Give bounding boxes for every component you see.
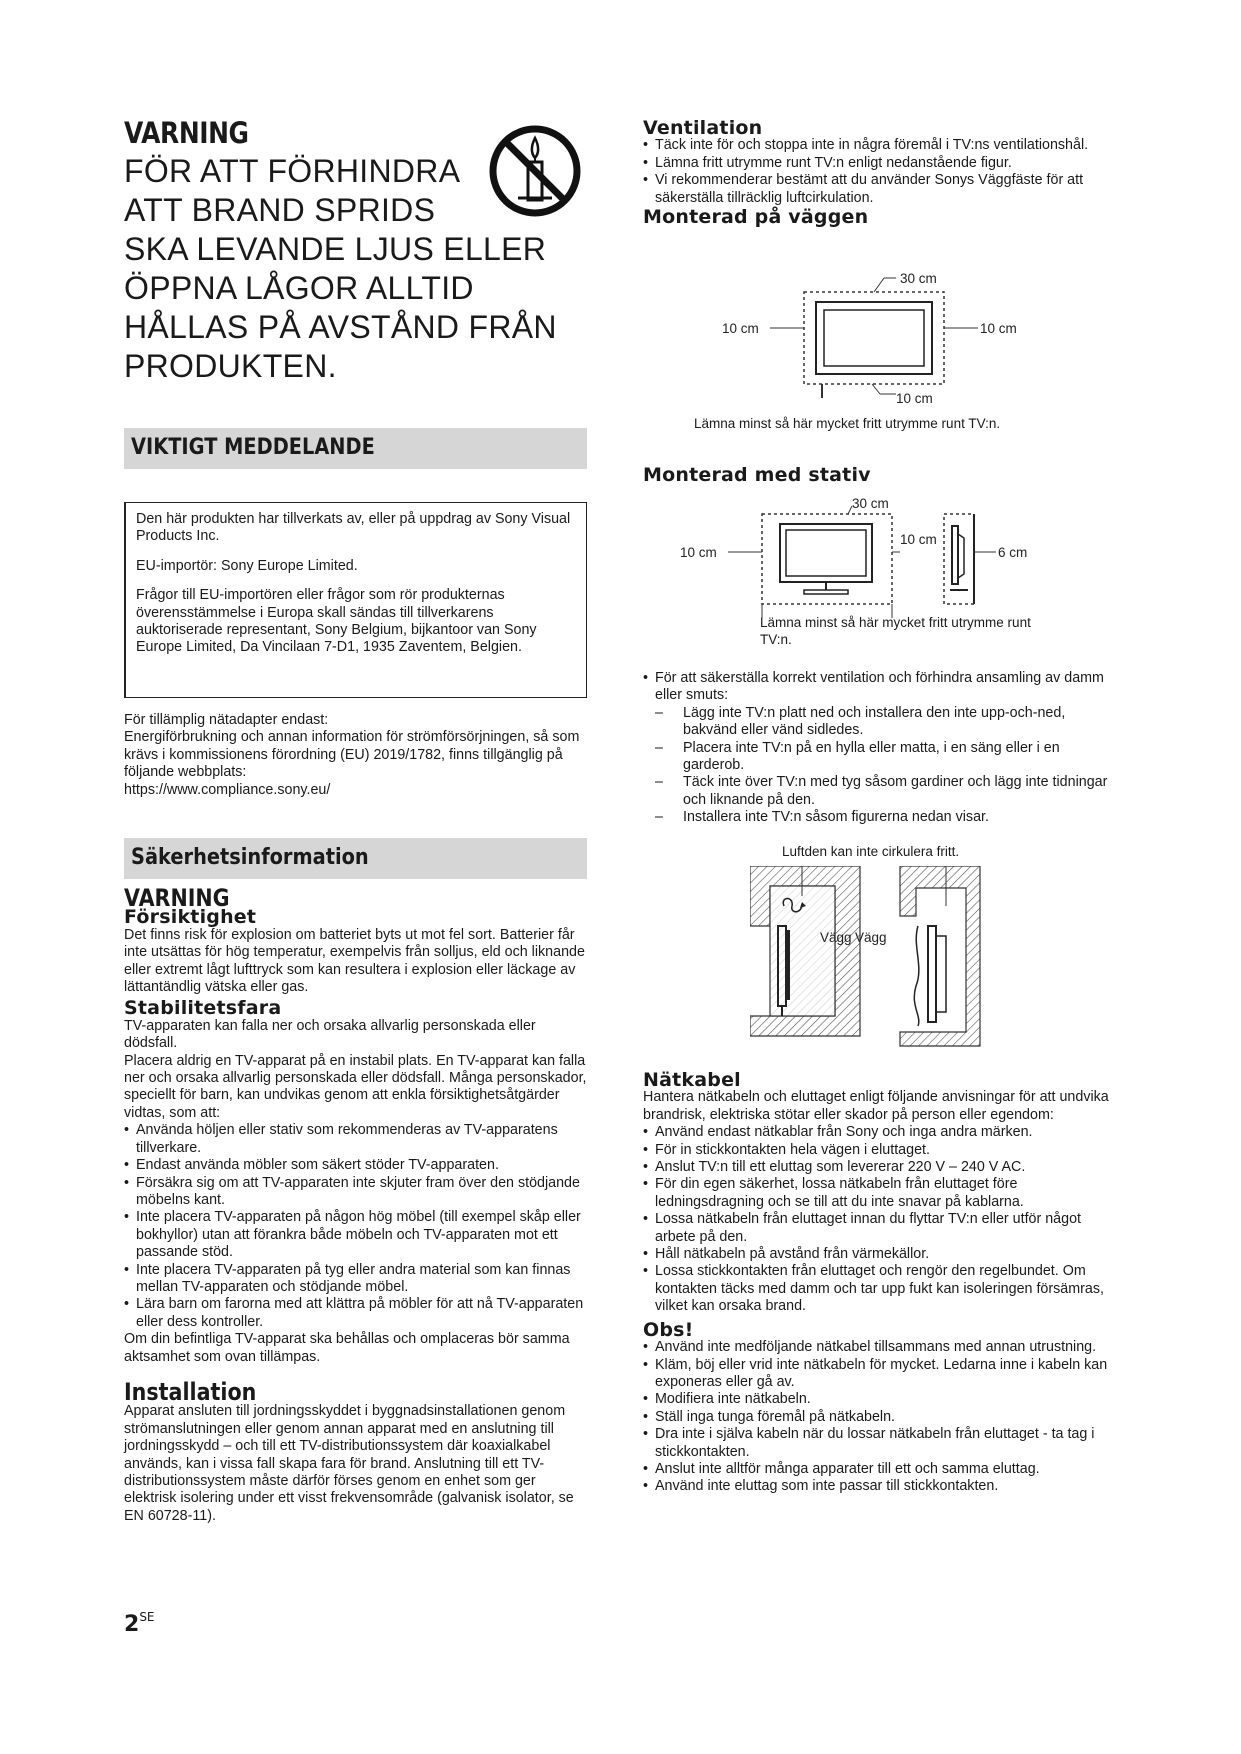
tv-outline xyxy=(816,302,932,374)
list-item: • Lämna fritt utrymme runt TV:n enligt nedanstående figur. xyxy=(643,155,1123,172)
wall-top-label: 30 cm xyxy=(900,271,937,286)
list-item: • Anslut inte alltför många apparater till ett och samma eluttag. xyxy=(643,1461,1123,1478)
stand-right-label: 10 cm xyxy=(900,532,937,547)
stand-mount-caption xyxy=(760,614,1031,648)
stand-mount-diagram xyxy=(680,494,1080,619)
stability-p3: Om din befintliga TV-apparat ska behållas och omplaceras bör samma aktsamhet som ovan tillämpas. xyxy=(124,1331,570,1365)
notice-manufacturer: Den här produkten har tillverkats av, eller på uppdrag av Sony Visual Products Inc. xyxy=(136,511,571,545)
caution-title: Försiktighet xyxy=(124,906,257,929)
stand-mount-title-wrap xyxy=(643,464,1123,486)
ventilation-section xyxy=(643,117,1123,229)
notice-heading: VIKTIGT MEDDELANDE xyxy=(131,435,375,460)
no-open-flame-icon xyxy=(488,124,582,218)
page-number xyxy=(124,1612,155,1637)
list-item: • Endast använda möbler som säkert stöder TV-apparaten. xyxy=(124,1157,587,1174)
list-item: • Inte placera TV-apparaten på någon hög möbel (till exempel skåp eller bokhyllor) utan att förankra både möbeln och TV-apparaten mot ett passande stöd. xyxy=(124,1209,587,1261)
stability-list xyxy=(124,1122,587,1331)
list-item: • Täck inte för och stoppa inte in några föremål i TV:ns ventilationshål. xyxy=(643,137,1123,154)
list-item: • Lossa nätkabeln från eluttaget innan du flyttar TV:n eller utför något arbete på den. xyxy=(643,1211,1123,1246)
installation-title: Installation xyxy=(124,1377,257,1406)
safety-heading-bar xyxy=(124,838,587,879)
list-item: • För din egen säkerhet, lossa nätkabeln från eluttaget före ledningsdragning och se till att du inte snavar på kablarna. xyxy=(643,1176,1123,1211)
list-item: • Använd endast nätkablar från Sony och inga andra märken. xyxy=(643,1124,1123,1141)
airflow-sublist xyxy=(643,705,1123,827)
wall-mount-caption: Lämna minst så här mycket fritt utrymme runt TV:n. xyxy=(694,416,1001,431)
adapter-intro: För tillämplig nätadapter endast: xyxy=(124,712,329,728)
airflow-section xyxy=(643,670,1123,827)
installation-text: Apparat ansluten till jordningsskyddet i byggnadsinstallationen genom strömanslutningen eller genom annan apparat med en anslutning till jordningsskydd – och till ett TV-distributionssystem där koaxialkabel används, kan i vissa fall skapa fara för brand. Anslutning till ett TV-distributionssystem måste därför förses genom en enhet som ger elektrisk isolering under ett visst frekvensområde (galvanisk isolator, se EN 60728-11). xyxy=(124,1403,574,1524)
adapter-text: Energiförbrukning och annan information för strömförsörjningen, så som krävs i kommissionens förordning (EU) 2019/1782, finns tillgänglig på följande webbplats: xyxy=(124,729,580,781)
ventilation-title: Ventilation xyxy=(643,117,763,139)
stand-left-label: 10 cm xyxy=(680,545,717,560)
safety-section xyxy=(124,884,587,1525)
list-item: • Använd inte eluttag som inte passar till stickkontakten. xyxy=(643,1478,1123,1495)
airflow-intro: För att säkerställa korrekt ventilation och förhindra ansamling av damm eller smuts: xyxy=(655,670,1104,704)
list-item: – Täck inte över TV:n med tyg såsom gardiner och lägg inte tidningar och liknande på den. xyxy=(643,774,1123,809)
safety-warning-title: VARNING xyxy=(124,884,230,912)
air-circulation-diagram xyxy=(750,866,1000,1066)
list-item: • Vi rekommenderar bestämt att du använder Sonys Väggfäste för att säkerställa tillräcklig luftcirkulation. xyxy=(643,172,1123,207)
air-caption: Luftden kan inte cirkulera fritt. xyxy=(782,844,960,859)
warning-line: ÖPPNA LÅGOR ALLTID xyxy=(124,270,474,306)
wall-right-label: 10 cm xyxy=(980,321,1017,336)
notice-heading-bar xyxy=(124,428,587,469)
obs-title: Obs! xyxy=(643,1318,694,1341)
list-item: • Kläm, böj eller vrid inte nätkabeln för mycket. Ledarna inne i kabeln kan exponeras eller gå av. xyxy=(643,1357,1123,1392)
compliance-link[interactable]: https://www.compliance.sony.eu/ xyxy=(124,781,331,798)
caution-text: Det finns risk för explosion om batteriet byts ut mot fel sort. Batterier får inte utsättas för hög temperatur, exempelvis från solljus, eld och liknande eller extremt lågt lufttryck som kan resultera i explosion eller läckage av lättantändlig vätska eller gas. xyxy=(124,926,585,996)
ventilation-list xyxy=(643,137,1123,207)
list-item: • Använda höljen eller stativ som rekommenderas av TV-apparatens tillverkare. xyxy=(124,1122,587,1157)
stand-back-label: 6 cm xyxy=(998,545,1028,560)
wall-bottom-label: 10 cm xyxy=(896,391,933,406)
list-item: – Installera inte TV:n såsom figurerna nedan visar. xyxy=(643,809,1123,826)
list-item: • Inte placera TV-apparaten på tyg eller andra material som kan finnas mellan TV-apparaten och stödjande möbel. xyxy=(124,1262,587,1297)
wall-label-a: Vägg xyxy=(820,930,852,945)
warning-line: HÅLLAS PÅ AVSTÅND FRÅN xyxy=(124,309,557,345)
page-number-value: 2 xyxy=(124,1612,140,1637)
notice-importer: EU-importör: Sony Europe Limited. xyxy=(136,557,358,574)
stand-mount-title: Monterad med stativ xyxy=(643,464,871,486)
list-item: • Försäkra sig om att TV-apparaten inte skjuter fram över den stödjande möbelns kant. xyxy=(124,1175,587,1210)
list-item: – Placera inte TV:n på en hylla eller matta, i en säng eller i en garderob. xyxy=(643,740,1123,775)
warning-line: FÖR ATT FÖRHINDRA xyxy=(124,153,461,189)
wall-label-b: Vägg xyxy=(855,930,887,945)
page-lang: SE xyxy=(139,1610,155,1624)
adapter-notice xyxy=(124,712,587,799)
list-item: • För in stickkontakten hela vägen i eluttaget. xyxy=(643,1142,1123,1159)
list-item: – Lägg inte TV:n platt ned och installera den inte upp-och-ned, bakvänd eller vänd sidledes. xyxy=(643,705,1123,740)
list-item: • Anslut TV:n till ett eluttag som levererar 220 V – 240 V AC. xyxy=(643,1159,1123,1176)
list-item: • Modifiera inte nätkabeln. xyxy=(643,1391,1123,1408)
wall-mount-diagram xyxy=(700,266,1080,406)
tv-outline xyxy=(780,524,872,582)
stand-caption-line: Lämna minst så här mycket fritt utrymme runt xyxy=(760,615,1031,630)
stability-p1: TV-apparaten kan falla ner och orsaka allvarlig personskada eller dödsfall. xyxy=(124,1017,536,1052)
list-item xyxy=(643,670,1123,827)
safety-heading: Säkerhetsinformation xyxy=(131,845,369,870)
list-item: • Håll nätkabeln på avstånd från värmekällor. xyxy=(643,1246,1123,1263)
notice-box xyxy=(124,502,587,698)
list-item: • Använd inte medföljande nätkabel tillsammans med annan utrustning. xyxy=(643,1339,1123,1356)
stand-top-label: 30 cm xyxy=(852,496,889,511)
stand-caption-line: TV:n. xyxy=(760,632,792,647)
power-cord-title: Nätkabel xyxy=(643,1069,741,1091)
warning-line: PRODUKTEN. xyxy=(124,348,337,384)
warning-title: VARNING xyxy=(124,116,249,150)
power-cord-list xyxy=(643,1124,1123,1315)
list-item: • Lossa stickkontakten från eluttaget och rengör den regelbundet. Om kontakten täcks med damm och tar upp fukt kan isoleringen försämras, vilket kan orsaka brand. xyxy=(643,1263,1123,1315)
stability-p2: Placera aldrig en TV-apparat på en instabil plats. En TV-apparat kan falla ner och orsaka allvarlig personskada eller dödsfall. Många personskador, speciellt för barn, kan undvikas genom att enkla försiktighetsåtgärder vidtas, som att: xyxy=(124,1052,587,1121)
wall-mount-title: Monterad på väggen xyxy=(643,206,869,229)
warning-line: SKA LEVANDE LJUS ELLER xyxy=(124,231,547,267)
list-item: • Dra inte i själva kabeln när du lossar nätkabeln från eluttaget - ta tag i stickkontakten. xyxy=(643,1426,1123,1461)
obs-list xyxy=(643,1339,1123,1496)
power-cord-section xyxy=(643,1069,1123,1496)
warning-line: ATT BRAND SPRIDS xyxy=(124,192,436,228)
wall-left-label: 10 cm xyxy=(722,321,759,336)
stability-title: Stabilitetsfara xyxy=(124,997,282,1020)
power-cord-intro: Hantera nätkabeln och eluttaget enligt följande anvisningar för att undvika brandrisk, elektriska stötar eller skador på person eller egendom: xyxy=(643,1089,1109,1123)
list-item: • Lära barn om farorna med att klättra på möbler för att nå TV-apparaten eller dess kontroller. xyxy=(124,1296,587,1331)
list-item: • Ställ inga tunga föremål på nätkabeln. xyxy=(643,1409,1123,1426)
notice-representative: Frågor till EU-importören eller frågor som rör produkternas överensstämmelse i Europa skall sändas till tillverkarens auktoriserade representant, Sony Belgium, bijkantoor van Sony Europe Limited, Da Vincilaan 7-D1, 1935 Zaventem, Belgien. xyxy=(136,587,537,656)
clearance-outline xyxy=(804,292,944,384)
airflow-list xyxy=(643,670,1123,827)
